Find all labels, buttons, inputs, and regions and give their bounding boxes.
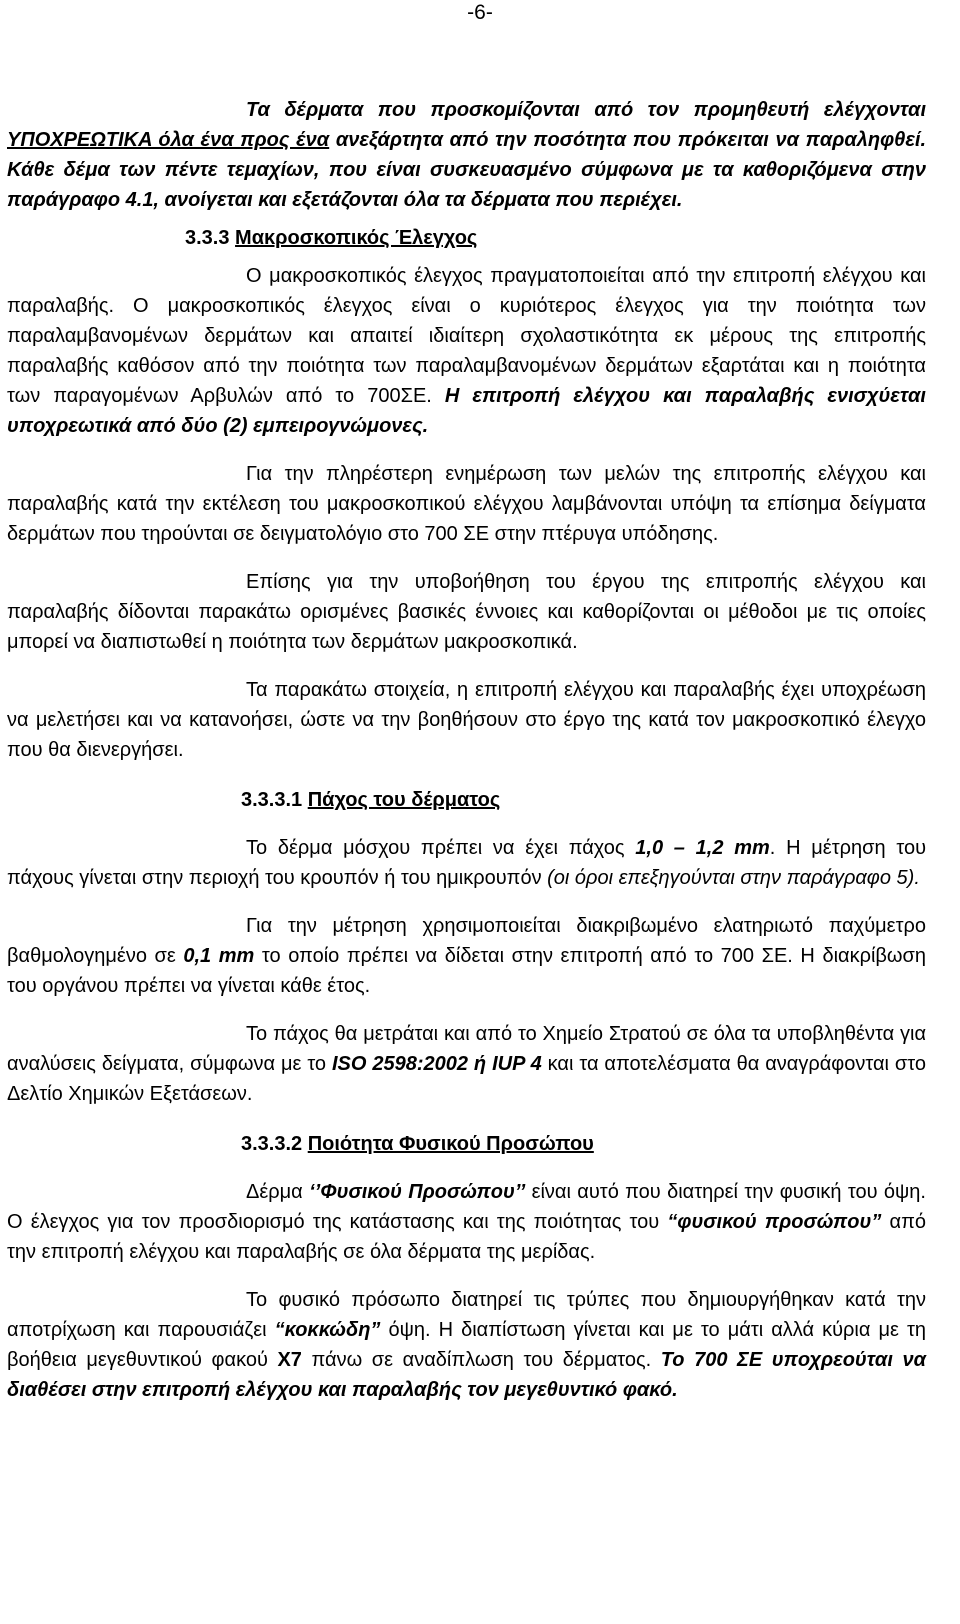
text: το οποίο πρέπει να δίδεται στην επιτροπή από το 700 ΣΕ. Η διακρίβωση του οργάνου πρέπει να γίνεται κάθε έτος.: [7, 945, 926, 997]
intro-text-start: Τα δέρματα που προσκομίζονται από τον προμηθευτή ελέγχονται: [246, 99, 926, 121]
text: Δέρμα: [246, 1181, 310, 1203]
italic-note: (οι όροι επεξηγούνται στην παράγραφο 5).: [547, 867, 920, 889]
text: . Η μέτρηση του πάχους γίνεται στην περιοχή του κρουπόν ή του ημικρουπόν: [7, 837, 927, 889]
emphasis-value: 1,0 – 1,2 mm: [635, 837, 770, 859]
section-title: Ποιότητα Φυσικού Προσώπου: [307, 1133, 594, 1155]
section-number: 3.3.3.1: [241, 789, 308, 811]
text: Το δέρμα μόσχου πρέπει να έχει πάχος: [246, 837, 636, 859]
paragraph-text: Ο μακροσκοπικός έλεγχος πραγματοποιείται από την επιτροπή ελέγχου και παραλαβής. Ο μακροσκοπικός έλεγχος είναι ο κυριότερος έλεγχος για την ποιότητα των παραλαμβανομένων δερμάτων και απαιτεί ιδιαίτερη σχολαστικότητα εκ μέρους της επιτροπής παραλαβής καθόσον από την ποιότητα των παραλαμβανομένων δερμάτων εξαρτάται και η ποιότητα των παραγομένων Αρβυλών από το 700ΣΕ.: [7, 265, 926, 407]
text: πάνω σε αναδίπλωση του δέρματος.: [301, 1349, 661, 1371]
emphasis-text: Το 700 ΣΕ υποχρεούται να διαθέσει στην επιτροπή ελέγχου και παραλαβής τον μεγεθυντικό φακό.: [7, 1349, 926, 1401]
paragraph-thickness: [7, 833, 926, 893]
paragraph-natural-face: [7, 1177, 926, 1267]
intro-paragraph: [7, 95, 926, 215]
section-heading-3331: [241, 785, 926, 815]
text: Το πάχος θα μετράται και από το Χημείο Στρατού σε όλα τα υποβληθέντα για αναλύσεις δείγματα, σύμφωνα με το: [7, 1023, 926, 1075]
emphasis-magnification: Χ7: [277, 1349, 302, 1371]
section-title: Πάχος του δέρματος: [307, 789, 501, 811]
intro-text-rest: ανεξάρτητα από την ποσότητα που πρόκειται να παραληφθεί. Κάθε δέμα των πέντε τεμαχίων, που είναι συσκευασμένο σύμφωνα με τα καθοριζόμενα στην παράγραφο 4.1, ανοίγεται και εξετάζονται όλα τα δέρματα που περιέχει.: [7, 129, 927, 211]
text: και τα αποτελέσματα θα αναγράφονται στο Δελτίο Χημικών Εξετάσεων.: [7, 1053, 927, 1105]
section-heading-3332: [241, 1129, 926, 1159]
paragraph-macroscopic-control: [7, 261, 926, 441]
emphasis-term: ‘’Φυσικού Προσώπου’’: [309, 1181, 526, 1203]
emphasis-term: “κοκκώδη”: [274, 1319, 381, 1341]
text: από την επιτροπή ελέγχου και παραλαβής σε όλα δέρματα της μερίδας.: [7, 1211, 926, 1263]
emphasis-text: Η επιτροπή ελέγχου και παραλαβής ενισχύεται υποχρεωτικά από δύο (2) εμπειρογνώμονες.: [7, 385, 926, 437]
page-content: [7, 95, 926, 1405]
emphasis-term: “φυσικού προσώπου”: [667, 1211, 882, 1233]
paragraph-concepts: Επίσης για την υποβοήθηση του έργου της επιτροπής ελέγχου και παραλαβής δίδονται παρακάτω ορισμένες βασικές έννοιες και καθορίζονται οι μέθοδοι με τις οποίες μπορεί να διαπιστωθεί η ποιότητα των δερμάτων μακροσκοπικά.: [7, 571, 926, 653]
paragraph-caliper: [7, 911, 926, 1001]
section-number: 3.3.3.2: [241, 1133, 308, 1155]
section-heading-333: [185, 223, 926, 253]
section-title: Μακροσκοπικός Έλεγχος: [235, 227, 478, 249]
text: Για την μέτρηση χρησιμοποιείται διακριβωμένο ελατηριωτό παχύμετρο βαθμολογημένο σε: [7, 915, 926, 967]
paragraph-grain: [7, 1285, 926, 1405]
text: είναι αυτό που διατηρεί την φυσική του όψη. Ο έλεγχος για τον προσδιορισμό της κατάστασης και της ποιότητας του: [7, 1181, 926, 1233]
text: όψη. Η διαπίστωση γίνεται και με το μάτι αλλά κύρια με τη βοήθεια μεγεθυντικού φακού: [7, 1319, 926, 1371]
emphasis-standard: ISO 2598:2002 ή IUP 4: [331, 1053, 542, 1075]
paragraph-samples: Για την πληρέστερη ενημέρωση των μελών της επιτροπής ελέγχου και παραλαβής κατά την εκτέλεση του μακροσκοπικού ελέγχου λαμβάνονται υπόψη τα επίσημα δείγματα δερμάτων που τηρούνται σε δειγματολόγιο στο 700 ΣΕ στην πτέρυγα υπόδησης.: [7, 463, 926, 545]
section-number: 3.3.3: [185, 227, 236, 249]
emphasis-value: 0,1 mm: [183, 945, 255, 967]
page-number: -6-: [467, 1, 493, 24]
paragraph-obligation: Τα παρακάτω στοιχεία, η επιτροπή ελέγχου και παραλαβής έχει υποχρέωση να μελετήσει και να κατανοήσει, ώστε να την βοηθήσουν στο έργο της κατά τον μακροσκοπικό έλεγχο που θα διενεργήσει.: [7, 679, 926, 761]
intro-mandatory-text: ΥΠΟΧΡΕΩΤΙΚΑ όλα ένα προς ένα: [7, 129, 330, 151]
paragraph-chem-lab: [7, 1019, 926, 1109]
text: Το φυσικό πρόσωπο διατηρεί τις τρύπες που δημιουργήθηκαν κατά την αποτρίχωση και παρουσιάζει: [7, 1289, 926, 1341]
